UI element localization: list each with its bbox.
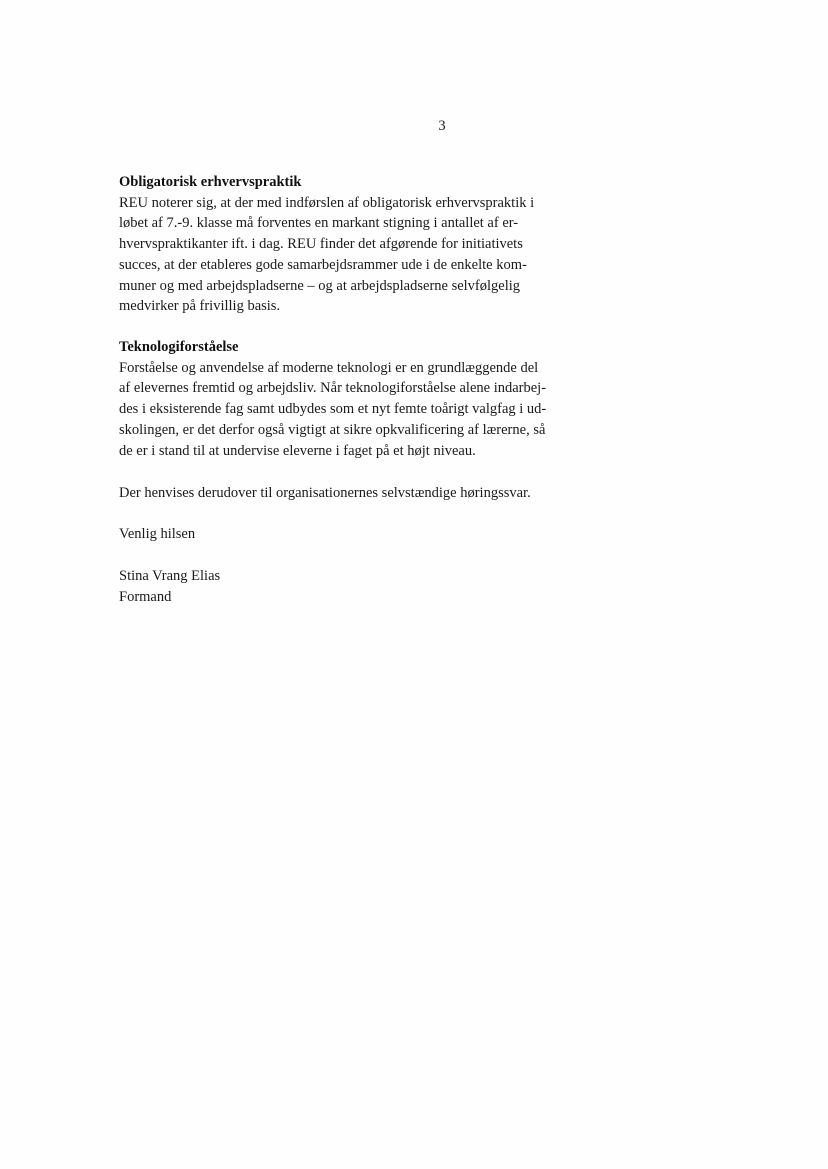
body-line: løbet af 7.-9. klasse må forventes en markant stigning i antallet af er- bbox=[119, 215, 519, 232]
greeting-line: Venlig hilsen bbox=[119, 526, 196, 542]
body-line: af elevernes fremtid og arbejdsliv. Når teknologiforståelse alene indarbej- bbox=[119, 380, 547, 397]
closing-paragraph bbox=[119, 483, 589, 504]
section-heading: Obligatorisk erhvervspraktik bbox=[119, 174, 302, 190]
body-line: muner og med arbejdspladserne – og at arbejdspladserne selvfølgelig bbox=[119, 277, 521, 294]
section-erhvervspraktik bbox=[119, 172, 589, 317]
section-teknologiforstaaelse bbox=[119, 337, 589, 461]
signature-block bbox=[119, 566, 589, 607]
closing-line: Der henvises derudover til organisationernes selvstændige høringssvar. bbox=[119, 485, 531, 501]
body-line: REU noterer sig, at der med indførslen af obligatorisk erhvervspraktik i bbox=[119, 194, 535, 211]
section-heading: Teknologiforståelse bbox=[119, 339, 239, 355]
body-line: succes, at der etableres gode samarbejdsrammer ude i de enkelte kom- bbox=[119, 256, 527, 273]
signatory-title: Formand bbox=[119, 588, 172, 605]
body-line: Forståelse og anvendelse af moderne teknologi er en grundlæggende del bbox=[119, 359, 539, 376]
body-line: des i eksisterende fag samt udbydes som et nyt femte toårigt valgfag i ud- bbox=[119, 401, 547, 418]
page-number: 3 bbox=[438, 118, 446, 134]
body-line: de er i stand til at undervise eleverne i faget på et højt niveau. bbox=[119, 442, 476, 459]
body-line: skolingen, er det derfor også vigtigt at sikre opkvalificering af lærerne, så bbox=[119, 421, 546, 438]
signatory-name: Stina Vrang Elias bbox=[119, 568, 221, 584]
greeting bbox=[119, 524, 589, 545]
body-line: hvervspraktikanter ift. i dag. REU finder det afgørende for initiativets bbox=[119, 236, 523, 253]
body-line: medvirker på frivillig basis. bbox=[119, 298, 281, 315]
